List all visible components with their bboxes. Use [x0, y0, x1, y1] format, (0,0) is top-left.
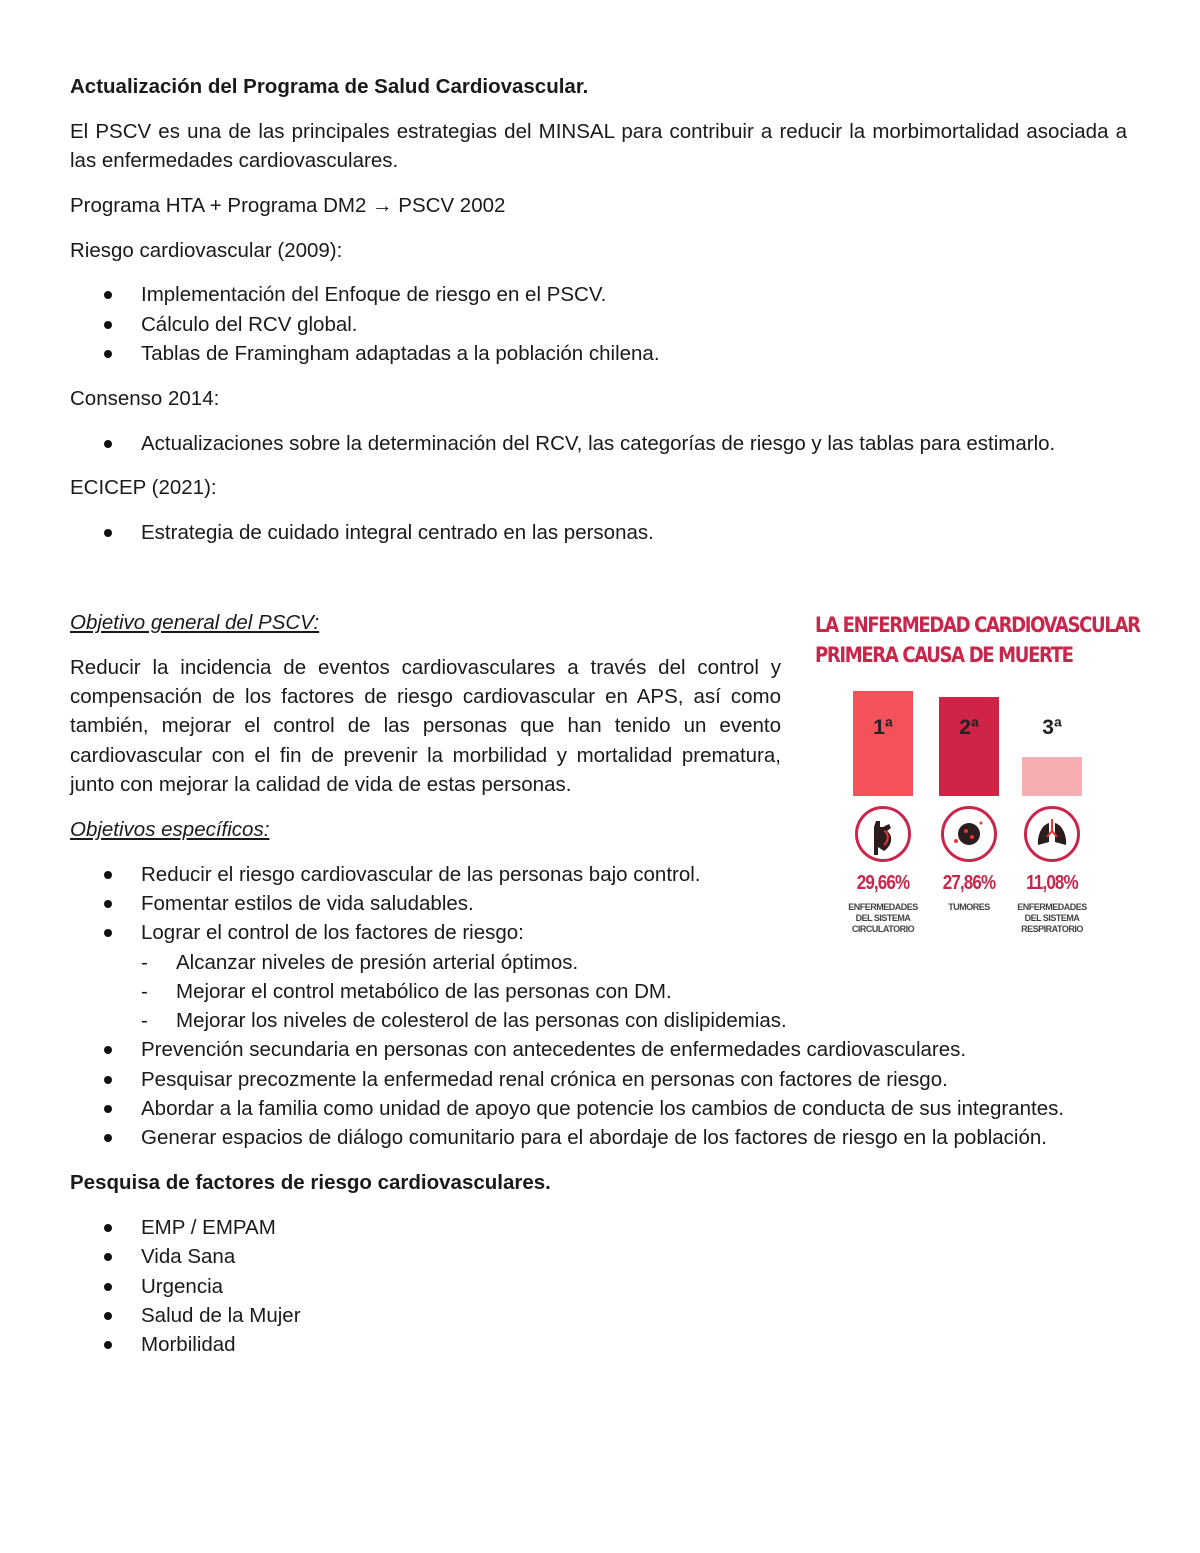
percentage-label: 27,86%: [942, 872, 996, 894]
lungs-icon: [1024, 806, 1080, 862]
ecicep-heading: ECICEP (2021):: [70, 476, 217, 500]
infographic-title-line1: LA ENFERMEDAD CARDIOVASCULAR: [815, 613, 1140, 637]
objetivo-general-paragraph: Reducir la incidencia de eventos cardiovasculares a través del control y compensación de los factores de riesgo cardiovascular en APS, así como también, mejorar el control de las personas que han tenido un evento cardiovascular con el fin de prevenir la morbilidad y mortalidad prematura, junto con mejorar la calidad de vida de estas personas.: [70, 655, 781, 797]
pesquisa-list: [70, 1213, 1127, 1359]
list-item: Lograr el control de los factores de riesgo:: [70, 918, 1127, 947]
cardiovascular-infographic: [815, 610, 1140, 950]
bar-1: [853, 691, 913, 796]
rcv-list: [70, 280, 1127, 368]
bar-3: [1022, 757, 1082, 796]
cause-label: TUMORES: [948, 902, 990, 912]
heart-icon: [855, 806, 911, 862]
list-item: Morbilidad: [70, 1330, 1127, 1359]
list-item: Prevención secundaria en personas con antecedentes de enfermedades cardiovasculares.: [70, 1035, 1127, 1064]
list-item: Urgencia: [70, 1272, 1127, 1301]
sub-list-item: - Mejorar los niveles de colesterol de las personas con dislipidemias.: [70, 1006, 1127, 1035]
list-item: Generar espacios de diálogo comunitario para el abordaje de los factores de riesgo en la población.: [70, 1123, 1127, 1152]
percentage-label: 11,08%: [1026, 872, 1078, 894]
infographic-title-line2: PRIMERA CAUSA DE MUERTE: [815, 643, 1073, 667]
sub-list-item: - Mejorar el control metabólico de las personas con DM.: [70, 977, 1127, 1006]
list-item: Reducir el riesgo cardiovascular de las personas bajo control.: [70, 860, 1127, 889]
document-title: Actualización del Programa de Salud Cardiovascular.: [70, 75, 589, 98]
programs-line: Programa HTA + Programa DM2 → PSCV 2002: [70, 193, 506, 217]
sub-list-item: - Alcanzar niveles de presión arterial óptimos.: [70, 948, 1127, 977]
pesquisa-heading: Pesquisa de factores de riesgo cardiovasculares.: [70, 1171, 551, 1195]
rank-label: 3ª: [1042, 716, 1062, 739]
bar-2: [939, 697, 999, 796]
rank-label: 2ª: [959, 716, 979, 739]
list-item: EMP / EMPAM: [70, 1213, 1127, 1242]
ecicep-list: [70, 518, 1127, 547]
objetivo-general-heading: Objetivo general del PSCV:: [70, 611, 320, 635]
list-item: Vida Sana: [70, 1242, 1127, 1271]
list-item: Salud de la Mujer: [70, 1301, 1127, 1330]
intro-paragraph: El PSCV es una de las principales estrategias del MINSAL para contribuir a reducir la morbimortalidad asociada a las enfermedades cardiovasculares.: [70, 119, 1127, 173]
rank-label: 1ª: [873, 716, 893, 739]
list-item: Fomentar estilos de vida saludables.: [70, 889, 1127, 918]
list-item: Abordar a la familia como unidad de apoyo que potencie los cambios de conducta de sus integrantes.: [70, 1094, 1127, 1123]
percentage-label: 29,66%: [856, 872, 910, 894]
list-item: Tablas de Framingham adaptadas a la población chilena.: [70, 339, 1127, 368]
consenso-list: [70, 429, 1127, 458]
objetivos-especificos-heading: Objetivos específicos:: [70, 817, 270, 841]
tumor-icon: [941, 806, 997, 862]
consenso-heading: Consenso 2014:: [70, 386, 220, 410]
rcv-heading: Riesgo cardiovascular (2009):: [70, 238, 343, 262]
list-item: Pesquisar precozmente la enfermedad renal crónica en personas con factores de riesgo.: [70, 1065, 1127, 1094]
list-item: Estrategia de cuidado integral centrado en las personas.: [70, 518, 1127, 547]
cause-label: ENFERMEDADES DEL SISTEMA RESPIRATORIO: [1017, 902, 1087, 934]
list-item: Cálculo del RCV global.: [70, 310, 1127, 339]
list-item: Actualizaciones sobre la determinación del RCV, las categorías de riesgo y las tablas para estimarlo.: [70, 429, 1127, 458]
cause-label: ENFERMEDADES DEL SISTEMA CIRCULATORIO: [848, 902, 918, 934]
list-item: Implementación del Enfoque de riesgo en el PSCV.: [70, 280, 1127, 309]
